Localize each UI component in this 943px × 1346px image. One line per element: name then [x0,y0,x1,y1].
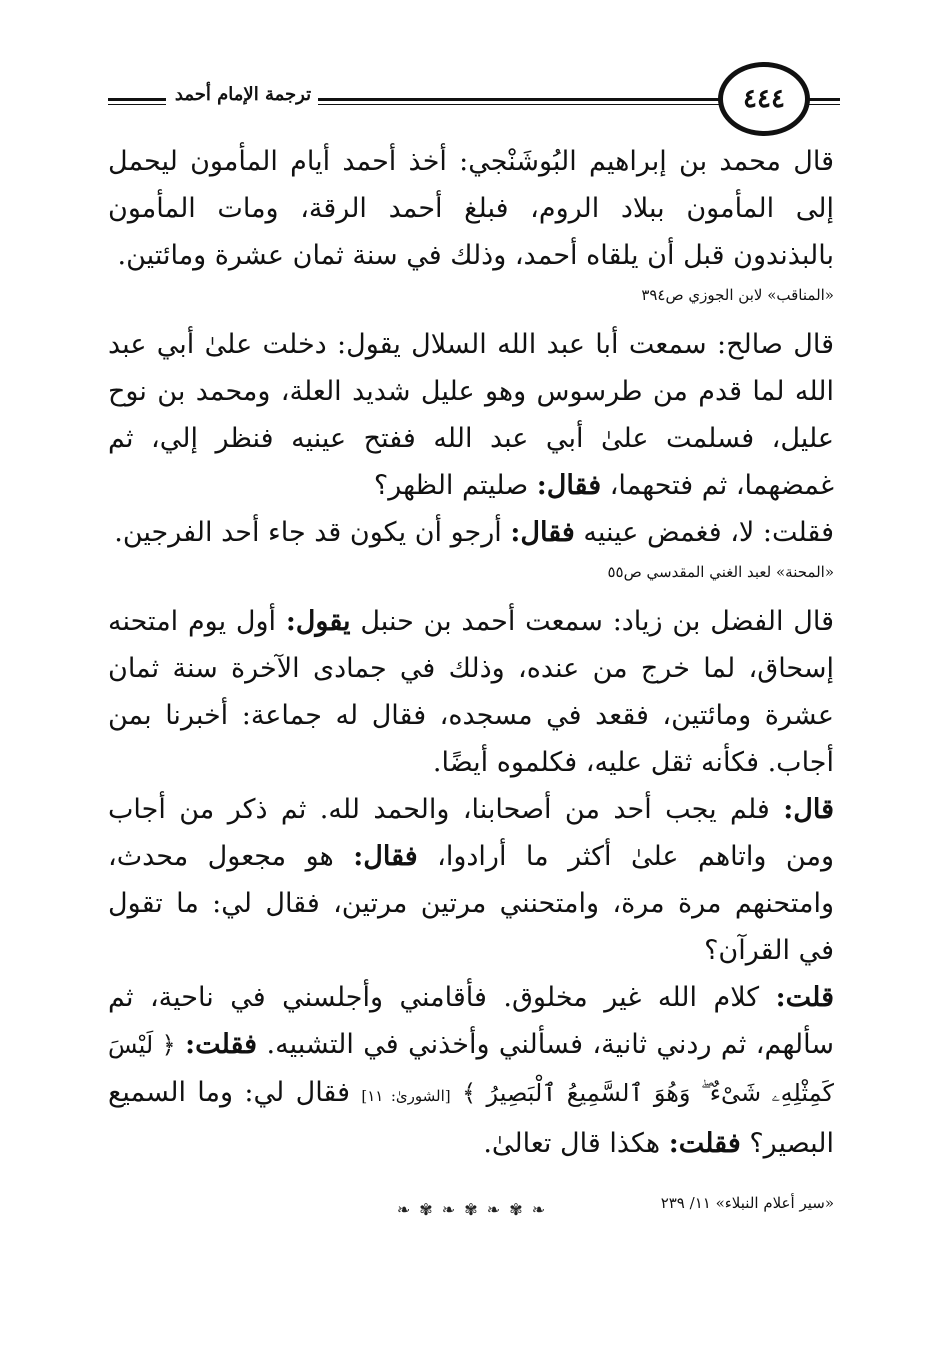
page-number: ٤٤٤ [718,62,810,136]
paragraph-reply: فقلت: لا، فغمض عينيه فقال: أرجو أن يكون قد جاء أحد الفرجين. [114,517,834,548]
verse-reference: [الشورىٰ: ١١] [361,1087,451,1105]
bold-word: فقال: [353,841,418,872]
bold-word: فقال: [536,470,602,501]
paragraph-bushanji: قال محمد بن إبراهيم البُوشَنْجي: أخذ أحمد أيام المأمون ليحمل إلى المأمون ببلاد الروم، فبلغ أحمد الرقة، ومات المأمون بالبذندون قبل أن يلقاه أحمد، وذلك في سنة ثمان عشرة ومائتين. [108,146,834,271]
ornament-divider: ❧ ✾ ❧ ✾ ❧ ✾ ❧ [396,1200,548,1219]
page-body [108,138,834,1229]
quran-verse: ﴿ لَيْسَ كَمِثْلِهِۦ شَىْءٌ ۖ وَهُوَ ٱلسَّمِيعُ ٱلْبَصِيرُ ﴾ [108,1031,834,1107]
source-citation: «المناقب» لابن الجوزي ص٣٩٤ [641,286,834,304]
bold-word: فقلت: [668,1128,741,1159]
bold-word: قال: [783,794,834,825]
bold-word: فقال: [510,517,575,548]
source-citation: «المحنة» لعبد الغني المقدسي ص٥٥ [607,563,834,581]
paragraph-qala: قال: فلم يجب أحد من أصحابنا، والحمد لله. ثم ذكر من أجاب ومن واتاهم علىٰ أكثر ما أرادوا، فقال: هو مجعول محدث، وامتحنهم مرة مرة، وامتحنني مرتين مرتين، فقال لي: ما تقول في القرآن؟ [108,794,834,966]
source-citation: «سير أعلام النبلاء» ١١/ ٢٣٩ [660,1194,834,1212]
running-title: ترجمة الإمام أحمد [174,84,312,105]
bold-word: فقلت: [185,1029,258,1060]
paragraph-qultu: قلت: كلام الله غير مخلوق. فأقامني وأجلسني في ناحية، ثم سألهم، ثم ردني ثانية، فسألني وأخذني في التشبيه. فقلت: ﴿ لَيْسَ كَمِثْلِهِۦ شَىْءٌ ۖ وَهُوَ ٱلسَّمِيعُ ٱلْبَصِيرُ ﴾ [الشورىٰ: ١١] فقال لي: وما السميع البصير؟ فقلت: هكذا قال تعالىٰ. [108,982,835,1159]
paragraph-salih: قال صالح: سمعت أبا عبد الله السلال يقول: دخلت علىٰ أبي عبد الله لما قدم من طرسوس وهو عليل شديد العلة، ومحمد بن نوح عليل، فسلمت علىٰ أبي عبد الله ففتح عينيه فنظر إلي، ثم غمضهما، ثم فتحهما، فقال: صليتم الظهر؟ [108,329,834,501]
bold-word: يقول: [285,606,351,637]
page-header [100,60,840,140]
header-rule-left [108,98,166,105]
header-rule-right [808,98,840,105]
paragraph-fadl: قال الفضل بن زياد: سمعت أحمد بن حنبل يقول: أول يوم امتحنه إسحاق، لما خرج من عنده، وذلك في جمادى الآخرة سنة ثمان عشرة ومائتين، فقعد في مسجده، فقال له جماعة: أخبرنا بمن أجاب. فكأنه ثقل عليه، فكلموه أيضًا. [108,606,834,778]
bold-word: قلت: [775,982,834,1013]
